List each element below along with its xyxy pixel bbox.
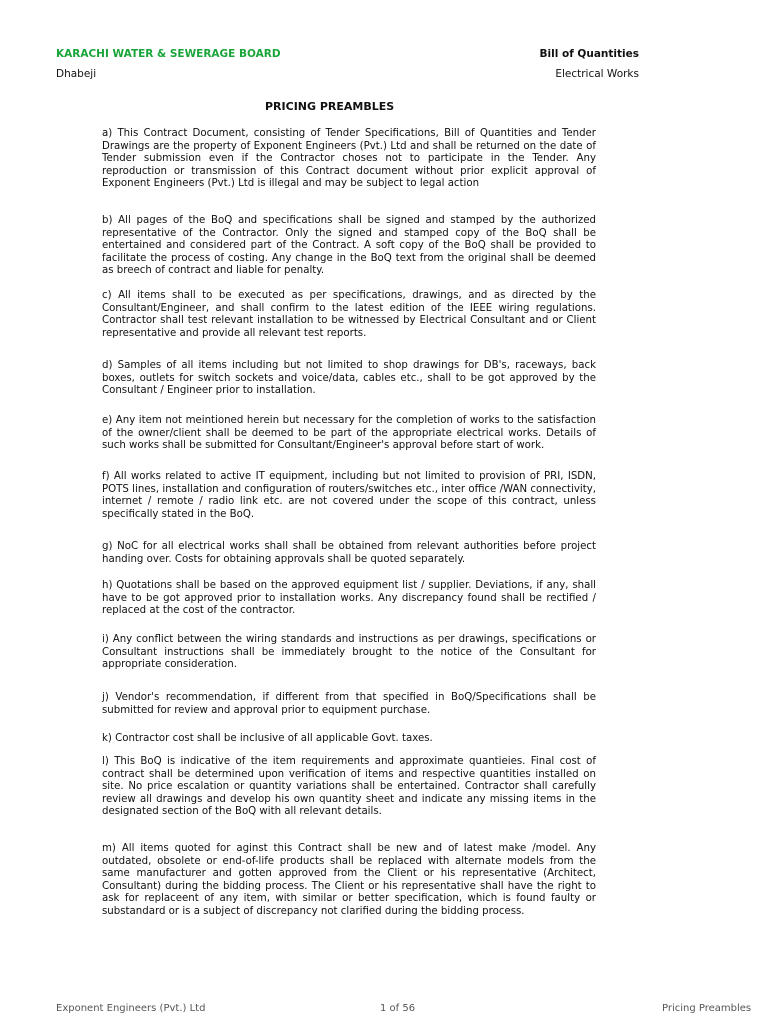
preamble-k: k) Contractor cost shall be inclusive of all applicable Govt. taxes. (102, 733, 433, 744)
preamble-c: c) All items shall to be executed as per specifications, drawings, and as directed by the Consultant/Engineer, and shall confirm to the latest edition of the IEEE wiring regulations. Contractor shall test relevant installation to be witnessed by Electrical Consultant and or Client representative and provide all relevant test reports. (102, 290, 596, 339)
footer-company: Exponent Engineers (Pvt.) Ltd (56, 1003, 206, 1014)
preamble-j: j) Vendor's recommendation, if different from that specified in BoQ/Specifications shall be submitted for review and approval prior to equipment purchase. (102, 692, 596, 716)
preamble-d: d) Samples of all items including but not limited to shop drawings for DB's, raceways, back boxes, outlets for switch sockets and voice/data, cables etc., shall to be got approved by the Consultant / Engineer prior to installation. (102, 360, 596, 396)
page-title: PRICING PREAMBLES (265, 100, 395, 113)
section-name: Electrical Works (555, 68, 639, 80)
preamble-b: b) All pages of the BoQ and specifications shall be signed and stamped by the authorized representative of the Contractor. Only the signed and stamped copy of the BoQ shall be entertained and considered part of the Contract. A soft copy of the BoQ shall be provided to facilitate the process of costing. Any change in the BoQ text from the original shall be deemed as breech of contract and liable for penalty. (102, 215, 596, 276)
document-type: Bill of Quantities (539, 48, 639, 60)
preamble-f: f) All works related to active IT equipment, including but not limited to provision of PRI, ISDN, POTS lines, installation and configuration of routers/switches etc., inter office /WAN connectivity, internet / remote / radio link etc. are not covered under the scope of this contract, unless specifically stated in the BoQ. (102, 471, 596, 520)
preamble-h: h) Quotations shall be based on the approved equipment list / supplier. Deviations, if any, shall have to be got approved prior to installation works. Any discrepancy found shall be rectified / replaced at the cost of the contractor. (102, 580, 596, 616)
preamble-e: e) Any item not meintioned herein but necessary for the completion of works to the satisfaction of the owner/client shall be deemed to be part of the appropriate electrical works. Details of such works shall be submitted for Consultant/Engineer's approval before start of work. (102, 415, 596, 451)
preamble-l: l) This BoQ is indicative of the item requirements and approximate quantieies. Final cost of contract shall be determined upon verification of items and respective quantities installed on site. No price escalation or quantity variations shall be entertained. Contractor shall carefully review all drawings and develop his own quantity sheet and indicate any missing items in the designated section of the BoQ with all relevant details. (102, 756, 596, 817)
preamble-m: m) All items quoted for aginst this Contract shall be new and of latest make /model. Any outdated, obsolete or end-of-life products shall be replaced with alternate models from the same manufacturer and gotten approved from the Client or his representative (Architect, Consultant) during the bidding process. The Client or his representative shall have the right to ask for replaceent of any item, with similar or better specification, which is found faulty or substandard or is a subject of discrepancy not clarified during the bidding process. (102, 843, 596, 917)
preamble-a: a) This Contract Document, consisting of Tender Specifications, Bill of Quantities and Tender Drawings are the property of Exponent Engineers (Pvt.) Ltd and shall be returned on the date of Tender submission even if the Contractor choses not to participate in the Tender. Any reproduction or transmission of this Contract document without prior explicit approval of Exponent Engineers (Pvt.) Ltd is illegal and may be subject to legal action (102, 128, 596, 189)
footer-page-number: 1 of 56 (380, 1003, 416, 1014)
organization-name: KARACHI WATER & SEWERAGE BOARD (56, 48, 281, 60)
preamble-g: g) NoC for all electrical works shall shall be obtained from relevant authorities before project handing over. Costs for obtaining approvals shall be quoted separately. (102, 541, 596, 565)
project-location: Dhabeji (56, 68, 97, 80)
footer-section: Pricing Preambles (662, 1003, 752, 1014)
preamble-i: i) Any conflict between the wiring standards and instructions as per drawings, specifications or Consultant instructions shall be immediately brought to the notice of the Consultant for appropriate consideration. (102, 634, 596, 670)
